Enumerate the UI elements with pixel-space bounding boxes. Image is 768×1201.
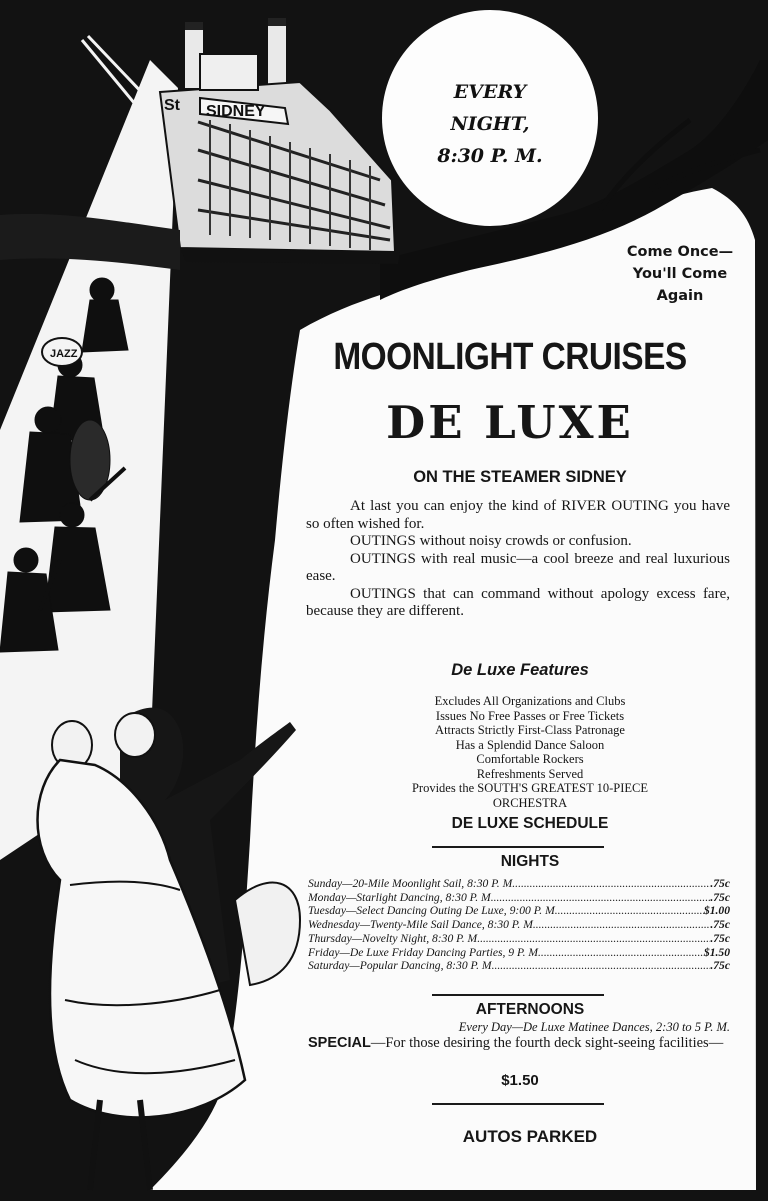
- schedule-row: [308, 918, 730, 932]
- afternoons-text: Every Day—De Luxe Matinee Dances, 2:30 to 5 P. M.: [458, 1020, 730, 1034]
- svg-text:St: St: [164, 97, 180, 114]
- body-paragraph: OUTINGS without noisy crowds or confusion.: [350, 533, 632, 549]
- tagline-line-1: Come Once—: [626, 244, 734, 260]
- nights-schedule: [308, 877, 730, 973]
- moon-line-1: EVERY: [453, 81, 527, 103]
- moon-caption: [400, 76, 580, 172]
- nights-title: NIGHTS: [500, 853, 560, 870]
- feature-item: Provides the SOUTH'S GREATEST 10-PIECE: [411, 781, 649, 795]
- schedule-row: [308, 946, 730, 960]
- feature-item: Excludes All Organizations and Clubs: [434, 694, 626, 708]
- schedule-price: .75c: [710, 931, 730, 945]
- feature-item: Issues No Free Passes or Free Tickets: [435, 708, 625, 723]
- schedule-label: Thursday—Novelty Night, 8:30 P. M: [308, 931, 478, 945]
- schedule-row: [308, 959, 730, 973]
- feature-item: Attracts Strictly First-Class Patronage: [435, 723, 625, 737]
- tagline-line-3: Again: [656, 288, 704, 304]
- schedule-row: [308, 877, 730, 891]
- special-text: [308, 1035, 730, 1051]
- schedule-label: Friday—De Luxe Friday Dancing Parties, 9 P. M: [308, 945, 539, 959]
- schedule-price: .75c: [710, 959, 730, 973]
- afternoons-section: [308, 1020, 730, 1051]
- deluxe-title: DE LUXE: [386, 396, 634, 449]
- feature-item: Comfortable Rockers: [476, 752, 584, 766]
- schedule-price: .75c: [710, 877, 730, 890]
- special-description: —For those desiring the fourth deck sight-seeing facilities—: [370, 1034, 724, 1051]
- schedule-label: Wednesday—Twenty-Mile Sail Dance, 8:30 P. M: [308, 918, 533, 932]
- jazz-label: JAZZ: [50, 348, 78, 360]
- boat-name: SIDNEY: [206, 103, 266, 120]
- moon-line-2: NIGHT,: [450, 113, 530, 135]
- divider: [432, 846, 604, 848]
- body-copy: [306, 498, 730, 621]
- schedule-row: [308, 932, 730, 946]
- body-paragraph: OUTINGS with real music—a cool breeze and real luxurious ease.: [306, 550, 730, 584]
- divider: [432, 1103, 604, 1105]
- special-label: SPECIAL: [308, 1034, 371, 1051]
- schedule-title: DE LUXE SCHEDULE: [451, 815, 609, 832]
- steamer-subtitle: ON THE STEAMER SIDNEY: [413, 468, 627, 486]
- moon-line-3: 8:30 P. M.: [437, 145, 543, 167]
- schedule-label: Monday—Starlight Dancing, 8:30 P. M: [308, 890, 491, 904]
- schedule-price: $1.00: [703, 904, 730, 918]
- special-price: $1.50: [501, 1072, 539, 1089]
- features-list: [310, 694, 750, 810]
- tagline-line-2: You'll Come: [632, 266, 728, 282]
- schedule-label: Saturday—Popular Dancing, 8:30 P. M: [308, 959, 492, 973]
- schedule-label: Tuesday—Select Dancing Outing De Luxe, 9:00 P. M.: [308, 904, 558, 918]
- schedule-price: .75c: [710, 918, 730, 932]
- autos-parked: AUTOS PARKED: [462, 1127, 598, 1146]
- tagline: [596, 241, 764, 307]
- divider: [432, 994, 604, 996]
- schedule-price: $1.50: [703, 945, 730, 959]
- schedule-row: [308, 891, 730, 905]
- feature-item: ORCHESTRA: [492, 795, 568, 810]
- schedule-label: Sunday—20-Mile Moonlight Sail, 8:30 P. M.: [308, 877, 516, 890]
- feature-item: Refreshments Served: [476, 766, 584, 781]
- feature-item: Has a Splendid Dance Saloon: [455, 737, 605, 752]
- schedule-row: [308, 904, 730, 918]
- headline: MOONLIGHT CRUISES: [333, 336, 687, 378]
- body-paragraph: At last you can enjoy the kind of RIVER OUTING you have so often wished for.: [306, 498, 730, 532]
- features-title: De Luxe Features: [451, 661, 589, 679]
- body-paragraph: OUTINGS that can command without apology excess fare, because they are different.: [306, 585, 730, 619]
- afternoons-title: AFTERNOONS: [475, 1001, 585, 1018]
- schedule-price: .75c: [710, 890, 730, 904]
